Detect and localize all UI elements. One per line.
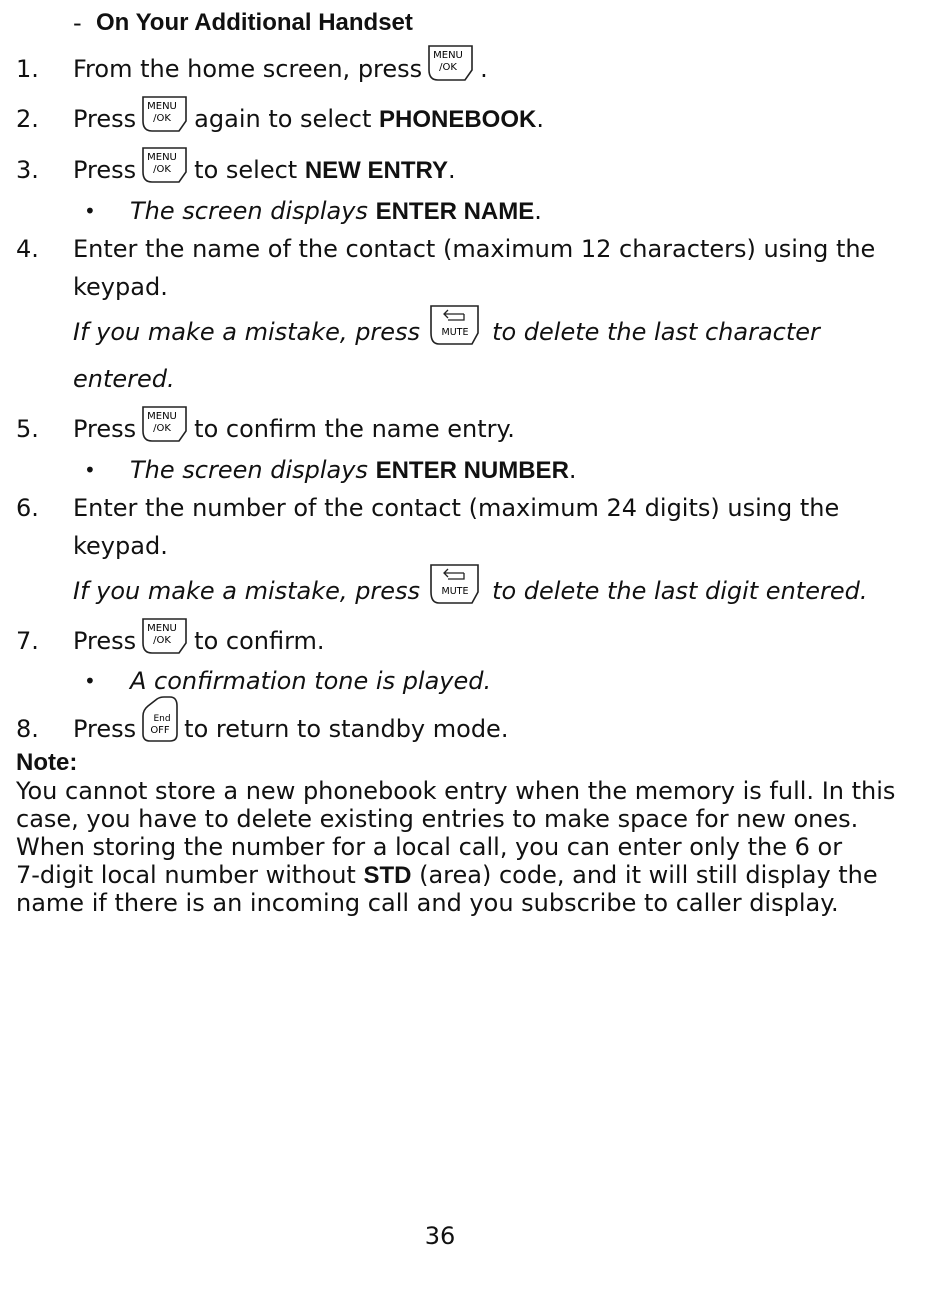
menu-ok-key-icon [140, 145, 190, 185]
svg-text:/OK: /OK [153, 113, 172, 124]
step-number: 5. [16, 415, 39, 443]
mistake-text: If you make a mistake, press MUTE to delete the last digit entered. [73, 576, 867, 606]
svg-text:End: End [153, 714, 171, 724]
page-number: 36 [424, 1222, 456, 1250]
bullet-text: The screen displays ENTER NAME. [130, 197, 542, 225]
mistake-text: If you make a mistake, press MUTE to delete the last character [73, 317, 820, 347]
step-text: Press MENU /OK to select NEW ENTRY. [73, 155, 456, 186]
step-text: Enter the name of the contact (maximum 12 characters) using the [73, 235, 876, 263]
step-text: Press MENU /OK again to select PHONEBOOK. [73, 104, 544, 135]
mute-key-icon [428, 303, 482, 347]
note-line: 7-digit local number without STD (area) code, and it will still display the [16, 861, 878, 889]
step-text: keypad. [73, 532, 168, 560]
bullet-symbol: • [84, 458, 96, 482]
end-off-key-icon [140, 694, 180, 744]
step-text: Press MENU /OK to confirm. [73, 626, 325, 656]
svg-text:MENU: MENU [433, 50, 464, 61]
menu-ok-key-icon [140, 94, 190, 134]
menu-ok-key-icon [140, 616, 190, 656]
menu-ok-key-icon [140, 404, 190, 444]
note-line: When storing the number for a local call, you can enter only the 6 or [16, 833, 843, 861]
bullet-symbol: • [84, 199, 96, 223]
svg-text:OFF: OFF [150, 725, 170, 736]
menu-ok-key-icon [426, 43, 476, 83]
svg-text:/OK: /OK [153, 164, 172, 175]
step-text: Enter the number of the contact (maximum 24 digits) using the [73, 494, 840, 522]
svg-text:MENU: MENU [147, 101, 178, 112]
step-text: From the home screen, press MENU /OK . [73, 54, 488, 84]
heading-dash: - [73, 9, 82, 37]
svg-text:MUTE: MUTE [441, 586, 469, 597]
svg-text:MENU: MENU [147, 411, 178, 422]
step-number: 1. [16, 55, 39, 83]
mistake-text: entered. [73, 365, 175, 393]
svg-text:MENU: MENU [147, 623, 178, 634]
step-text: Press MENU /OK to confirm the name entry. [73, 414, 515, 444]
note-line: You cannot store a new phonebook entry when the memory is full. In this [16, 777, 896, 805]
note-line: case, you have to delete existing entries to make space for new ones. [16, 805, 859, 833]
step-number: 2. [16, 105, 39, 133]
step-number: 6. [16, 494, 39, 522]
svg-text:/OK: /OK [153, 635, 172, 646]
step-text: keypad. [73, 273, 168, 301]
svg-text:MENU: MENU [147, 152, 178, 163]
bullet-text: The screen displays ENTER NUMBER. [130, 456, 577, 484]
section-heading: On Your Additional Handset [96, 9, 413, 36]
svg-text:/OK: /OK [439, 62, 458, 73]
svg-text:/OK: /OK [153, 423, 172, 434]
step-number: 8. [16, 715, 39, 743]
step-number: 4. [16, 235, 39, 263]
step-number: 7. [16, 627, 39, 655]
step-number: 3. [16, 156, 39, 184]
note-line: name if there is an incoming call and you subscribe to caller display. [16, 889, 839, 917]
bullet-symbol: • [84, 669, 96, 693]
bullet-text: A confirmation tone is played. [130, 667, 492, 695]
mute-key-icon [428, 562, 482, 606]
svg-text:MUTE: MUTE [441, 327, 469, 338]
note-title: Note: [16, 749, 78, 776]
step-text: Press End OFF to return to standby mode. [73, 714, 508, 744]
